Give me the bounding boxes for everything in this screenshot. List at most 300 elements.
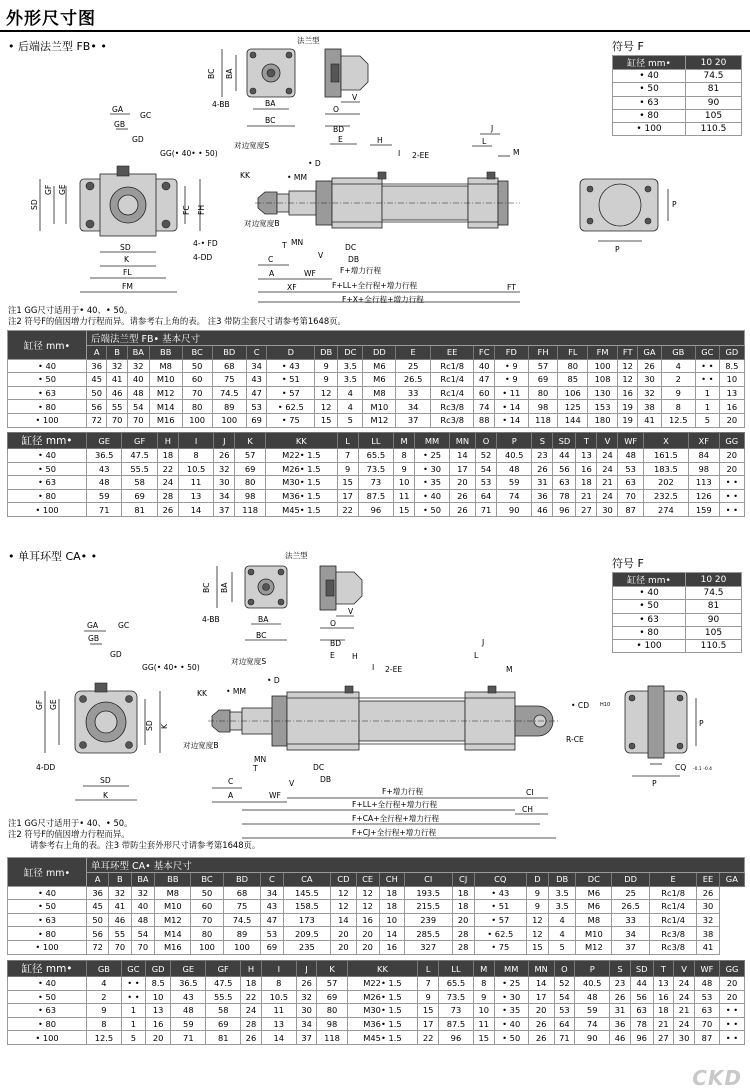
table-cell: 55.5: [206, 990, 241, 1004]
table-cell: 8: [661, 400, 695, 414]
table-cell: 4: [661, 359, 695, 373]
cylinder-side-view: [234, 124, 520, 304]
column-header: J: [214, 433, 235, 449]
table-cell: M12: [576, 940, 612, 954]
column-header: I: [178, 433, 213, 449]
dim-p-side: P: [699, 719, 704, 728]
table-cell: 34: [214, 489, 235, 503]
bore-header: 缸径 mm•: [8, 331, 87, 360]
table-cell: 73.5: [439, 990, 474, 1004]
column-header: K: [317, 961, 347, 977]
table-cell: 100: [212, 413, 246, 427]
table-cell: 21: [597, 476, 618, 490]
column-header: S: [610, 961, 631, 977]
table-cell: 19: [617, 400, 637, 414]
table-cell: 69: [317, 990, 347, 1004]
table-cell: 126: [688, 489, 719, 503]
table-row: [8, 1004, 745, 1018]
table-cell: 80: [558, 359, 588, 373]
table-cell: 80: [235, 476, 266, 490]
dim-sd: SD: [30, 199, 39, 210]
table-cell: 74.5: [223, 913, 261, 927]
dim-m: M: [513, 148, 520, 157]
table-cell: Rc1/4: [430, 373, 474, 387]
table-cell: 173: [283, 913, 331, 927]
table-cell: 9: [526, 900, 548, 914]
table-cell: 55: [109, 927, 131, 941]
table-cell: 106: [558, 386, 588, 400]
table-cell: 54: [131, 927, 155, 941]
table-cell: • •: [719, 503, 744, 517]
bore-cell: • 50: [8, 373, 87, 387]
table-cell: 8: [261, 977, 296, 991]
table-row: [8, 913, 745, 927]
table-cell: 59: [575, 1004, 610, 1018]
brand-logo: CKD: [692, 1066, 742, 1090]
bore-header: 缸径 mm•: [8, 433, 87, 449]
table-cell: 36: [610, 1017, 631, 1031]
table-cell: 26: [214, 449, 235, 463]
table-cell: 9: [394, 462, 415, 476]
table-cell: 13: [653, 977, 674, 991]
column-header: KK: [265, 433, 337, 449]
column-header: D: [526, 873, 548, 887]
table-cell: 65.5: [358, 449, 393, 463]
table-cell: 10: [473, 1004, 494, 1018]
table-cell: 20: [452, 913, 474, 927]
column-header: S: [532, 433, 553, 449]
column-header: BB: [149, 346, 182, 360]
dim-xf: XF: [287, 283, 297, 292]
table-cell: 25: [396, 359, 430, 373]
table-cell: 18: [379, 900, 404, 914]
table-cell: • 25: [494, 977, 528, 991]
table-cell: 13: [576, 449, 597, 463]
table-cell: • 40: [415, 489, 450, 503]
table-cell: 78: [553, 489, 576, 503]
table-cell: 96: [630, 1031, 653, 1045]
dim-k2: K: [103, 791, 108, 800]
column-header: FD: [494, 346, 528, 360]
table-cell: M22• 1.5: [347, 977, 418, 991]
dim-4dd: 4-DD: [193, 253, 213, 262]
table-cell: 20: [719, 990, 744, 1004]
table-cell: 17: [449, 462, 475, 476]
bore-cell: • 50: [8, 990, 87, 1004]
dim-j: J: [482, 638, 485, 647]
table-cell: 81: [122, 503, 157, 517]
table-cell: Rc1/4: [649, 913, 697, 927]
table-cell: 100: [191, 940, 223, 954]
dim-mm: • MM: [287, 173, 307, 182]
bore-header: 缸径 mm•: [8, 961, 87, 977]
column-header: MM: [494, 961, 528, 977]
table-cell: 74: [497, 489, 532, 503]
table-cell: 65.5: [439, 977, 474, 991]
flange-label: 法兰型: [285, 551, 308, 560]
dim-gc: GC: [140, 111, 152, 120]
table-cell: 30: [697, 900, 719, 914]
dim-gd: GD: [110, 650, 122, 659]
dim-kk: KK: [240, 171, 250, 180]
table-cell: 8: [178, 449, 213, 463]
table-cell: 12: [315, 386, 338, 400]
table-cell: 24: [597, 489, 618, 503]
flange-label: 法兰型: [297, 36, 320, 45]
table-cell: • 62.5: [474, 927, 526, 941]
column-header: FM: [588, 346, 618, 360]
table-cell: • 25: [415, 449, 450, 463]
table-cell: • •: [121, 990, 145, 1004]
table-cell: 40: [131, 900, 155, 914]
column-header: E: [649, 873, 697, 887]
table-cell: M30• 1.5: [347, 1004, 418, 1018]
table-cell: Rc1/8: [430, 359, 474, 373]
table-cell: 40: [127, 373, 149, 387]
bore-cell: • 80: [8, 400, 87, 414]
table-cell: • 51: [474, 900, 526, 914]
table-cell: 26: [449, 503, 475, 517]
table-cell: 58: [206, 1004, 241, 1018]
table-cell: 17: [528, 990, 554, 1004]
section2-notes: [8, 818, 608, 851]
dim-4fd: 4-• FD: [193, 239, 218, 248]
table-cell: 37: [396, 413, 430, 427]
dim-v-side: V: [318, 251, 324, 260]
table-cell: 26: [157, 503, 178, 517]
dim-j: J: [491, 124, 494, 133]
table-cell: 63: [553, 476, 576, 490]
column-header: BA: [131, 873, 155, 887]
column-header: BB: [155, 873, 191, 887]
table-cell: 34: [612, 927, 650, 941]
table-cell: 80: [182, 400, 212, 414]
rod-end-view: [35, 621, 200, 800]
symbol-cell: 81: [686, 600, 742, 613]
dim-kk: KK: [197, 689, 207, 698]
table-row: [8, 449, 745, 463]
column-header: BA: [127, 346, 149, 360]
table-cell: 16: [719, 400, 744, 414]
symbol-cell: 74.5: [686, 70, 742, 83]
bore-cell: • 40: [8, 886, 87, 900]
column-header: DD: [363, 346, 396, 360]
table-cell: 4: [549, 913, 576, 927]
symbol-cell: 74.5: [686, 587, 742, 600]
table-cell: 71: [554, 1031, 575, 1045]
table-cell: 12: [617, 359, 637, 373]
table-cell: 100: [588, 359, 618, 373]
table-cell: 26.5: [612, 900, 650, 914]
column-header: SD: [630, 961, 653, 977]
dim-bc: BC: [202, 582, 211, 593]
table-cell: 80: [528, 386, 558, 400]
column-header: A: [87, 873, 109, 887]
table-cell: • 35: [494, 1004, 528, 1018]
dim-cd: • CD: [571, 701, 590, 710]
dim-mn: MN: [291, 238, 304, 247]
dim-h: H: [377, 136, 383, 145]
table-cell: 18: [157, 449, 178, 463]
table-cell: 100: [223, 940, 261, 954]
dim-v: V: [348, 607, 354, 616]
table-cell: 144: [558, 413, 588, 427]
section2-drawing: [0, 546, 750, 842]
bore-cell: • 40: [8, 449, 87, 463]
table-cell: 12: [617, 373, 637, 387]
column-header: P: [575, 961, 610, 977]
table-cell: 70: [182, 386, 212, 400]
table-cell: 32: [127, 359, 149, 373]
column-header: WF: [618, 433, 643, 449]
column-header: FL: [558, 346, 588, 360]
table-row: [8, 359, 745, 373]
table-cell: 50: [87, 913, 109, 927]
table-cell: M36• 1.5: [265, 489, 337, 503]
table-cell: 78: [630, 1017, 653, 1031]
column-header: GD: [145, 961, 170, 977]
flange-front-view: [207, 49, 295, 126]
table-row: [8, 462, 745, 476]
table-cell: 26: [610, 990, 631, 1004]
table-cell: 24: [157, 476, 178, 490]
table-cell: • 75: [474, 940, 526, 954]
table-row: [8, 927, 745, 941]
table-cell: 1: [695, 386, 719, 400]
table-cell: 47.5: [122, 449, 157, 463]
table-cell: • •: [719, 489, 744, 503]
table-cell: 40: [474, 359, 494, 373]
dim-i: I: [398, 149, 401, 158]
table-cell: Rc3/8: [649, 940, 697, 954]
table-cell: 69: [246, 413, 266, 427]
table-cell: • •: [719, 1031, 744, 1045]
symbol-header-bore: 缸径 mm•: [613, 56, 686, 70]
page-title: 外形尺寸图: [6, 9, 96, 29]
table-cell: 202: [643, 476, 688, 490]
table-cell: 28: [241, 1017, 262, 1031]
table-cell: • 43: [474, 886, 526, 900]
bore-cell: • 100: [8, 503, 87, 517]
dim-e: E: [330, 651, 335, 660]
table-cell: 327: [404, 940, 452, 954]
table-row: [8, 373, 745, 387]
dim-bd: BD: [333, 125, 345, 134]
table-cell: • 51: [267, 373, 315, 387]
table-cell: 18: [379, 886, 404, 900]
table-cell: 50: [87, 386, 107, 400]
note-line: 请参考右上角的表。注3 带防尘套外形尺寸请参考第1648页。: [30, 840, 261, 850]
table-cell: 96: [358, 503, 393, 517]
symbol-cell: 81: [686, 83, 742, 96]
table-cell: 56: [630, 990, 653, 1004]
table-cell: 36.5: [171, 977, 206, 991]
dim-fll: F+LL+全行程+增力行程: [352, 800, 438, 809]
column-header: A: [87, 346, 107, 360]
symbol-header-bore: 缸径 mm•: [613, 573, 686, 587]
bore-cell: • 100: [8, 940, 87, 954]
table-cell: 56: [553, 462, 576, 476]
dim-ft: FT: [507, 283, 516, 292]
table-cell: 23: [610, 977, 631, 991]
section2-symbol-label: 符号 F: [612, 557, 644, 570]
dim-ci: CI: [526, 788, 534, 797]
table-cell: 43: [261, 900, 283, 914]
bore-cell: • 40: [8, 977, 87, 991]
table-cell: 87.5: [358, 489, 393, 503]
table-cell: • 30: [415, 462, 450, 476]
table-row: [8, 990, 745, 1004]
table-cell: 32: [214, 462, 235, 476]
dim-fx: F+X+全行程+增力行程: [342, 295, 424, 304]
table-cell: 36: [87, 886, 109, 900]
table-cell: 45: [87, 373, 107, 387]
table-row: [8, 386, 745, 400]
column-header: GA: [638, 346, 661, 360]
column-header: CH: [379, 873, 404, 887]
dim-gb: GB: [114, 120, 126, 129]
column-header: CQ: [474, 873, 526, 887]
column-header: GA: [719, 873, 744, 887]
table-cell: 274: [643, 503, 688, 517]
column-header: GD: [719, 346, 744, 360]
rear-end-view: [580, 179, 677, 254]
table-cell: • •: [695, 373, 719, 387]
table-cell: 1: [695, 400, 719, 414]
table-cell: 37: [612, 940, 650, 954]
table-cell: • 35: [415, 476, 450, 490]
column-header: BD: [223, 873, 261, 887]
dim-dui-s: 对边宽度S: [234, 141, 270, 150]
column-header: DC: [338, 346, 363, 360]
table-cell: 40.5: [497, 449, 532, 463]
table-cell: 48: [131, 913, 155, 927]
table-cell: 90: [575, 1031, 610, 1045]
dim-dui-b: 对边宽度B: [244, 219, 280, 228]
table-cell: 56: [87, 400, 107, 414]
symbol-cell: 105: [686, 626, 742, 639]
table-cell: 100: [182, 413, 212, 427]
table-cell: 81: [206, 1031, 241, 1045]
table-cell: 118: [317, 1031, 347, 1045]
table-cell: 85: [558, 373, 588, 387]
table-cell: 15: [394, 503, 415, 517]
table-cell: 32: [109, 886, 131, 900]
table-cell: 10: [719, 373, 744, 387]
dim-wf: WF: [304, 269, 316, 278]
section1-symbol-label: 符号 F: [612, 40, 644, 53]
column-header: CI: [404, 873, 452, 887]
table-cell: • •: [695, 359, 719, 373]
section2-table-b: [7, 960, 745, 1045]
dim-p-side: P: [672, 200, 677, 209]
table-cell: 70: [131, 940, 155, 954]
table-row: [8, 900, 745, 914]
dim-mn: MN: [254, 755, 267, 764]
table-cell: 14: [261, 1031, 296, 1045]
bore-cell: • 50: [8, 462, 87, 476]
table-cell: 4: [549, 927, 576, 941]
table-cell: 26: [638, 359, 661, 373]
table-cell: 26: [528, 1031, 554, 1045]
column-header: O: [554, 961, 575, 977]
table-cell: M26• 1.5: [347, 990, 418, 1004]
table-cell: 15: [418, 1004, 439, 1018]
table-cell: 80: [317, 1004, 347, 1018]
table-cell: 53: [694, 990, 719, 1004]
dim-o: O: [330, 619, 336, 628]
dim-e: E: [338, 135, 343, 144]
table-cell: • •: [719, 476, 744, 490]
table-cell: 26: [241, 1031, 262, 1045]
table-cell: M6: [576, 900, 612, 914]
table-cell: 47.5: [206, 977, 241, 991]
table-cell: 53: [618, 462, 643, 476]
column-header: DD: [612, 873, 650, 887]
table-cell: M8: [576, 913, 612, 927]
table-cell: 11: [394, 489, 415, 503]
column-header: KK: [347, 961, 418, 977]
table-cell: 64: [475, 489, 496, 503]
note-line: 注2 符号F的值因增力行程而异。请参考右上角的表。 注3 带防尘套尺寸请参考第1648页。: [8, 316, 346, 326]
table-cell: 52: [554, 977, 575, 991]
bore-cell: • 80: [8, 1017, 87, 1031]
dim-bb: 4-BB: [212, 100, 230, 109]
bore-cell: • 80: [8, 927, 87, 941]
section1-heading: • 后端法兰型 FB• •: [8, 40, 107, 53]
table-cell: M36• 1.5: [347, 1017, 418, 1031]
table-cell: 53: [554, 1004, 575, 1018]
table-cell: 48: [171, 1004, 206, 1018]
rear-end-view: [625, 686, 712, 788]
dim-dc: DC: [345, 243, 357, 252]
table-cell: 5: [121, 1031, 145, 1045]
dim-gg: GG(• 40• • 50): [142, 663, 200, 672]
table-cell: 69: [235, 462, 266, 476]
table-cell: 130: [588, 386, 618, 400]
cylinder-side-view: [183, 638, 610, 838]
symbol-cell: • 100: [613, 640, 686, 653]
table-cell: 24: [674, 977, 695, 991]
dim-gg: GG(• 40• • 50): [160, 149, 218, 158]
dim-o: O: [333, 105, 339, 114]
bore-cell: • 50: [8, 900, 87, 914]
dim-ba2: BA: [258, 615, 269, 624]
table-cell: 20: [356, 940, 379, 954]
dim-mm: • MM: [226, 687, 246, 696]
table-cell: 16: [145, 1017, 170, 1031]
dim-bc2: BC: [265, 116, 276, 125]
table-cell: • 50: [494, 1031, 528, 1045]
symbol-cell: 110.5: [686, 123, 742, 136]
table-cell: 43: [87, 462, 122, 476]
column-header: MN: [449, 433, 475, 449]
table-cell: 46: [109, 913, 131, 927]
table-cell: 96: [439, 1031, 474, 1045]
column-header: J: [296, 961, 317, 977]
table-cell: 50: [191, 886, 223, 900]
column-header: GC: [121, 961, 145, 977]
table-cell: 8: [473, 977, 494, 991]
table-cell: 21: [653, 1017, 674, 1031]
table-cell: 5: [549, 940, 576, 954]
column-header: XF: [688, 433, 719, 449]
table-cell: 12: [356, 900, 379, 914]
table-cell: 24: [674, 990, 695, 1004]
table-cell: 232.5: [643, 489, 688, 503]
table-cell: 36: [87, 359, 107, 373]
table-cell: 30: [296, 1004, 317, 1018]
